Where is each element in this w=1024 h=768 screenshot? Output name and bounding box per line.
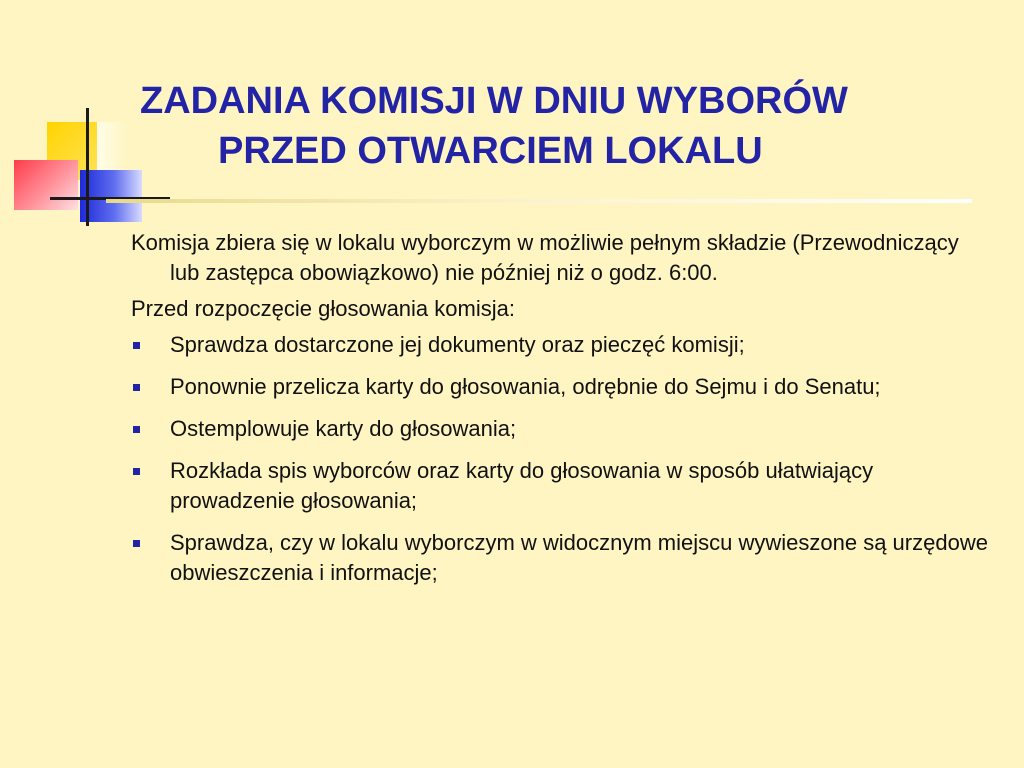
square-bullet-icon <box>133 384 140 391</box>
title-divider <box>106 199 972 203</box>
list-item-text: Ostemplowuje karty do głosowania; <box>170 416 517 441</box>
list-item <box>131 414 991 444</box>
list-item-text: Rozkłada spis wyborców oraz karty do głosowania w sposób ułatwiający prowadzenie głosowania; <box>170 458 874 513</box>
list-item-text: Sprawdza dostarczone jej dokumenty oraz pieczęć komisji; <box>170 332 745 357</box>
bullet-list <box>131 330 991 588</box>
title-line-1: ZADANIA KOMISJI W DNIU WYBORÓW <box>140 80 848 122</box>
red-square <box>14 160 78 210</box>
slide-content <box>131 228 991 600</box>
vertical-line <box>86 108 89 226</box>
blue-square <box>80 170 142 222</box>
list-item <box>131 372 991 402</box>
list-item <box>131 528 991 588</box>
decorative-squares <box>0 0 160 240</box>
paragraph-intro: Komisja zbiera się w lokalu wyborczym w możliwie pełnym składzie (Przewodniczący lub zastępca obowiązkowo) nie później niż o godz. 6:00. <box>131 230 959 285</box>
square-bullet-icon <box>133 468 140 475</box>
list-item <box>131 330 991 360</box>
square-bullet-icon <box>133 426 140 433</box>
paragraph-lead: Przed rozpoczęcie głosowania komisja: <box>131 296 515 321</box>
square-bullet-icon <box>133 342 140 349</box>
list-item-text: Ponownie przelicza karty do głosowania, odrębnie do Sejmu i do Senatu; <box>170 374 881 399</box>
square-bullet-icon <box>133 540 140 547</box>
title-line-2: PRZED OTWARCIEM LOKALU <box>218 130 763 172</box>
list-item-text: Sprawdza, czy w lokalu wyborczym w widocznym miejscu wywieszone są urzędowe obwieszczenia i informacje; <box>170 530 988 585</box>
list-item <box>131 456 991 516</box>
slide-title <box>140 76 1000 176</box>
